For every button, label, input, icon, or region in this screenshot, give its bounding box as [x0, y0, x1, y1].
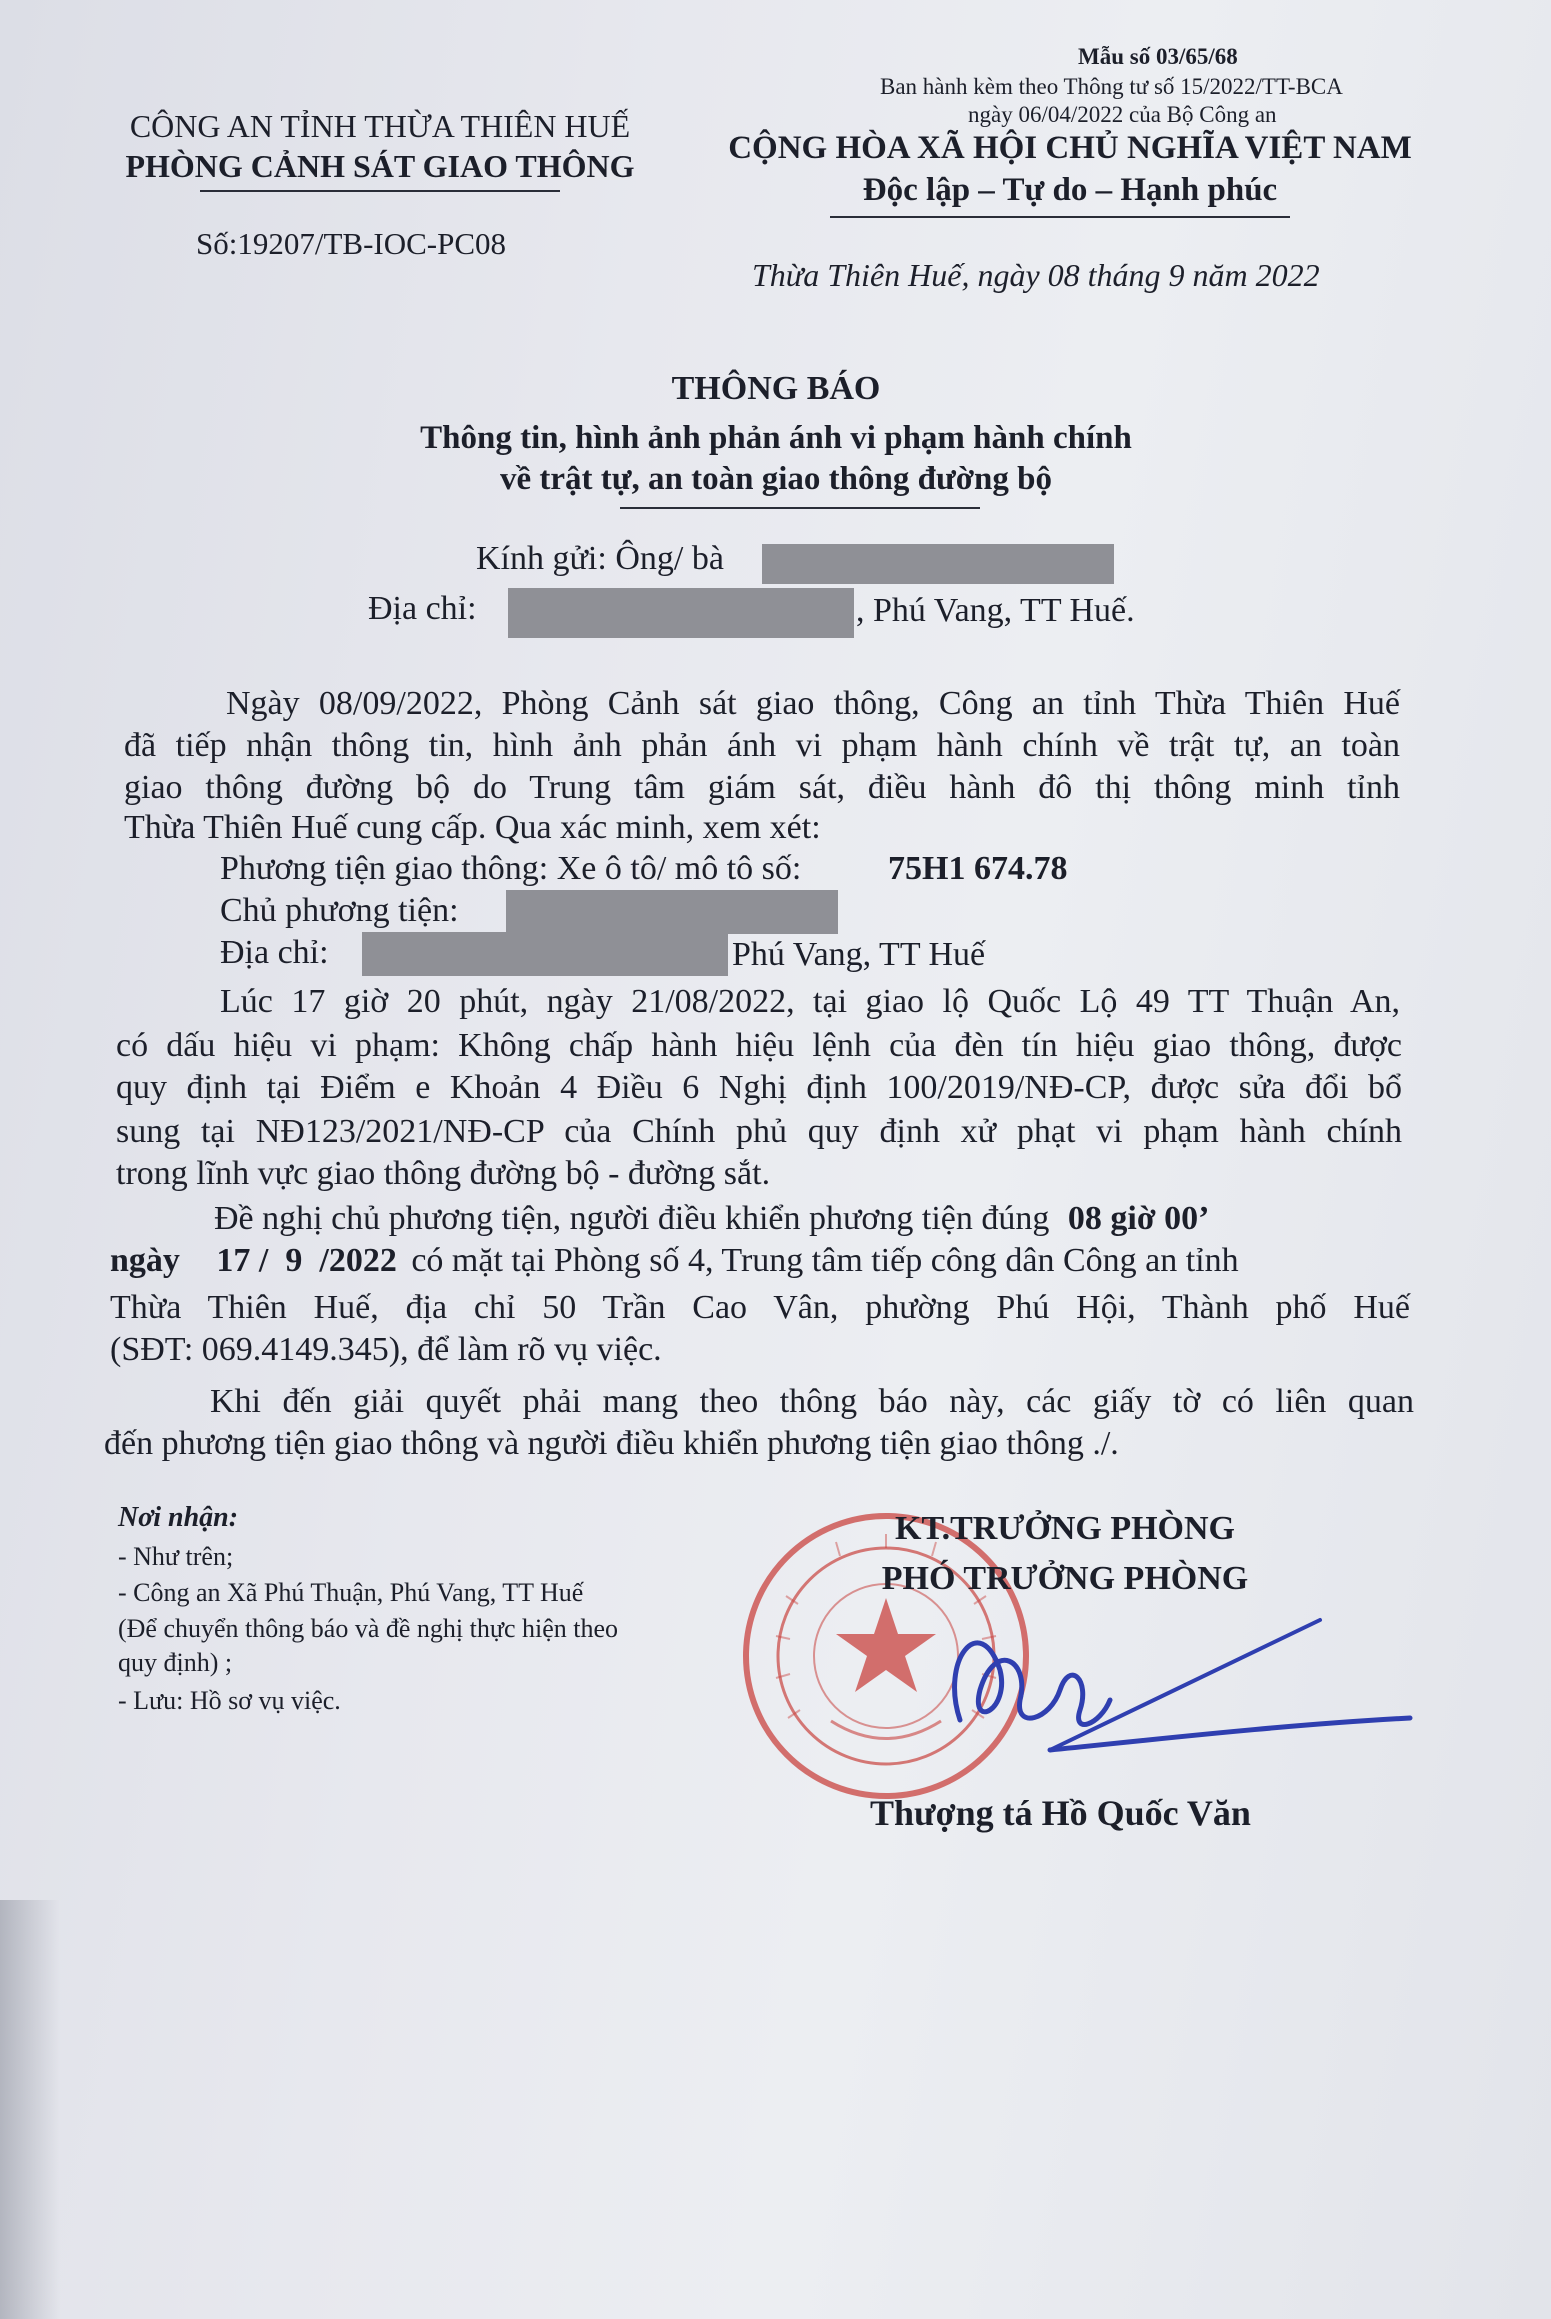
- owner-address-suffix: Phú Vang, TT Huế: [732, 936, 986, 973]
- document-number: Số:19207/TB-IOC-PC08: [196, 226, 507, 261]
- body-p2-line1: Lúc 17 giờ 20 phút, ngày 21/08/2022, tại giao lộ Quốc Lộ 49 TT Thuận An,: [220, 983, 1400, 1020]
- doc-subtitle-1: Thông tin, hình ảnh phản ánh vi phạm hành chính: [420, 420, 1132, 456]
- motto: Độc lập – Tự do – Hạnh phúc: [862, 172, 1278, 208]
- recipient-address-suffix: , Phú Vang, TT Huế.: [856, 592, 1135, 629]
- issued-with: Ban hành kèm theo Thông tư số 15/2022/TT-BCA: [880, 74, 1343, 99]
- appointment-location: có mặt tại Phòng số 4, Trung tâm tiếp công dân Công an tỉnh: [411, 1242, 1239, 1279]
- recipients-item-3: (Để chuyển thông báo và đề nghị thực hiện theo: [118, 1614, 619, 1643]
- signature-title-2: PHÓ TRƯỞNG PHÒNG: [881, 1560, 1249, 1597]
- appointment-date: 17 / 9 /2022: [216, 1242, 397, 1279]
- body-p4-line1: Khi đến giải quyết phải mang theo thông báo này, các giấy tờ có liên quan: [210, 1383, 1414, 1420]
- appointment-date-label: ngày: [110, 1242, 180, 1279]
- vehicle-plate: 75H1 674.78: [888, 850, 1068, 887]
- body-p2-line3: quy định tại Điểm e Khoản 4 Điều 6 Nghị định 100/2019/NĐ-CP, được sửa đổi bổ: [116, 1069, 1402, 1106]
- country-name: CỘNG HÒA XÃ HỘI CHỦ NGHĨA VIỆT NAM: [728, 130, 1412, 166]
- recipient-address-redacted: [508, 588, 854, 638]
- owner-address-redacted: [362, 932, 728, 976]
- motto-underline: [830, 216, 1290, 218]
- body-p2-line4: sung tại NĐ123/2021/NĐ-CP của Chính phủ quy định xử phạt vi phạm hành chính: [116, 1113, 1402, 1150]
- body-p3-line4: (SĐT: 069.4149.345), để làm rõ vụ việc.: [110, 1331, 662, 1368]
- vehicle-label: Phương tiện giao thông: Xe ô tô/ mô tô số:: [220, 850, 802, 887]
- recipient-label: Kính gửi: Ông/ bà: [476, 540, 724, 577]
- page-shadow: [0, 1900, 60, 2319]
- body-p1-line2: đã tiếp nhận thông tin, hình ảnh phản ánh vi phạm hành chính về trật tự, an toàn: [124, 727, 1400, 764]
- recipients-item-1: - Như trên;: [118, 1542, 234, 1571]
- signature-title-1: KT.TRƯỞNG PHÒNG: [895, 1510, 1235, 1547]
- recipients-item-5: - Lưu: Hồ sơ vụ việc.: [118, 1686, 341, 1715]
- body-p2-line2: có dấu hiệu vi phạm: Không chấp hành hiệu lệnh của đèn tín hiệu giao thông, được: [116, 1027, 1402, 1064]
- recipients-item-2: - Công an Xã Phú Thuận, Phú Vang, TT Huế: [118, 1578, 584, 1607]
- owner-name-redacted: [506, 890, 838, 934]
- appointment-time: 08 giờ 00’: [1067, 1200, 1210, 1237]
- body-p3-line1: [214, 1200, 1210, 1238]
- body-p1-line1: Ngày 08/09/2022, Phòng Cảnh sát giao thông, Công an tỉnh Thừa Thiên Huế: [226, 685, 1400, 722]
- place-date: Thừa Thiên Huế, ngày 08 tháng 9 năm 2022: [752, 257, 1320, 293]
- owner-label: Chủ phương tiện:: [220, 892, 459, 929]
- body-p1-line3: giao thông đường bộ do Trung tâm giám sát, điều hành đô thị thông minh tỉnh: [124, 769, 1400, 806]
- signer-name: Thượng tá Hồ Quốc Văn: [870, 1793, 1251, 1833]
- body-p3-line2: [110, 1242, 1239, 1280]
- recipients-heading: Nơi nhận:: [118, 1502, 239, 1533]
- form-number: Mẫu số 03/65/68: [1078, 44, 1238, 69]
- doc-title: THÔNG BÁO: [671, 370, 881, 407]
- issued-date: ngày 06/04/2022 của Bộ Công an: [968, 102, 1277, 127]
- recipient-address-label: Địa chỉ:: [368, 590, 477, 627]
- body-p3-line1-text: Đề nghị chủ phương tiện, người điều khiển phương tiện đúng: [214, 1200, 1050, 1237]
- recipient-name-redacted: [762, 544, 1114, 584]
- owner-address-label: Địa chỉ:: [220, 934, 329, 971]
- body-p1-line4: Thừa Thiên Huế cung cấp. Qua xác minh, xem xét:: [124, 809, 821, 846]
- agency-parent: CÔNG AN TỈNH THỪA THIÊN HUẾ: [129, 108, 631, 144]
- recipients-item-4: quy định) ;: [118, 1648, 233, 1677]
- subtitle-underline: [620, 507, 980, 509]
- agency-underline: [200, 190, 560, 192]
- doc-subtitle-2: về trật tự, an toàn giao thông đường bộ: [499, 461, 1052, 497]
- handwritten-signature: [900, 1600, 1420, 1780]
- agency-name: PHÒNG CẢNH SÁT GIAO THÔNG: [125, 148, 635, 184]
- body-p2-line5: trong lĩnh vực giao thông đường bộ - đường sắt.: [116, 1155, 771, 1192]
- body-p4-line2: đến phương tiện giao thông và người điều khiển phương tiện giao thông ./.: [104, 1425, 1119, 1462]
- body-p3-line3: Thừa Thiên Huế, địa chỉ 50 Trần Cao Vân, phường Phú Hội, Thành phố Huế: [110, 1289, 1410, 1326]
